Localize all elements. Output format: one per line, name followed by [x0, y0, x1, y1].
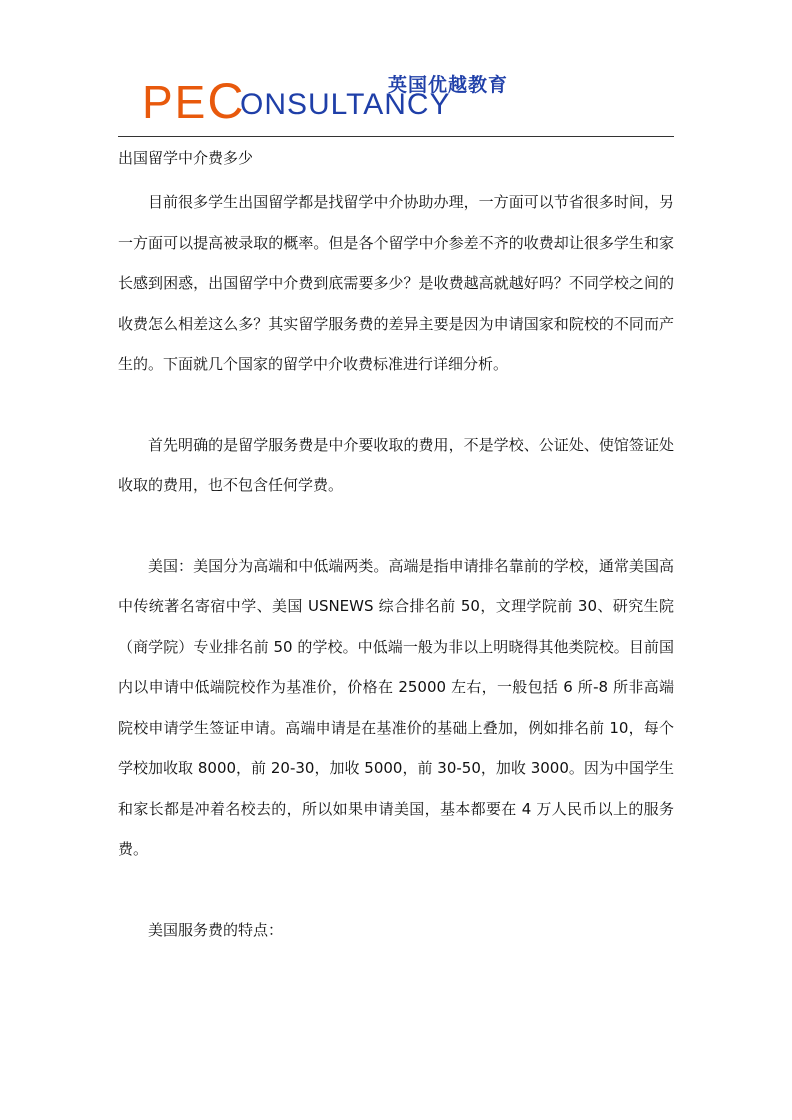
paragraph-definition: 首先明确的是留学服务费是中介要收取的费用，不是学校、公证处、使馆签证处收取的费用，也不包含任何学费。 [118, 435, 674, 494]
paragraph-usa: 美国：美国分为高端和中低端两类。高端是指申请排名靠前的学校，通常美国高中传统著名寄宿中学、美国 USNEWS 综合排名前 50，文理学院前 30、研究生院（商学院）专业排名前 50 的学校。中低端一般为非以上明晓得其他类院校。目前国内以申请中低端院校作为基准价，价格在 25000 左右，一般包括 6 所-8 所非高端院校申请学生签证申请。高端申请是在基准价的基础上叠加，例如排名前 10，每个学校加收取 8000，前 20-30，加收 5000，前 30-50，加收 3000。因为中国学生和家长都是冲着名校去的，所以如果申请美国，基本都要在 4 万人民币以上的服务费。 [118, 556, 674, 858]
logo-chinese-name: 英国优越教育 [388, 74, 509, 96]
document-body [118, 148, 674, 950]
logo-consultancy: ONSULTANCY [240, 88, 451, 121]
document-title: 出国留学中介费多少 [118, 149, 254, 167]
logo-pe: PEC [142, 73, 246, 129]
paragraph-usa-features: 美国服务费的特点： [148, 920, 284, 939]
paragraph-gap [118, 506, 674, 546]
paragraph-intro: 目前很多学生出国留学都是找留学中介协助办理，一方面可以节省很多时间，另一方面可以提高被录取的概率。但是各个留学中介参差不齐的收费却让很多学生和家长感到困惑，出国留学中介费到底需要多少？是收费越高就越好吗？不同学校之间的收费怎么相差这么多？其实留学服务费的差异主要是因为申请国家和院校的不同而产生的。下面就几个国家的留学中介收费标准进行详细分析。 [118, 193, 674, 373]
paragraph-gap [118, 385, 674, 425]
letterhead [118, 62, 674, 137]
paragraph-gap [118, 870, 674, 910]
